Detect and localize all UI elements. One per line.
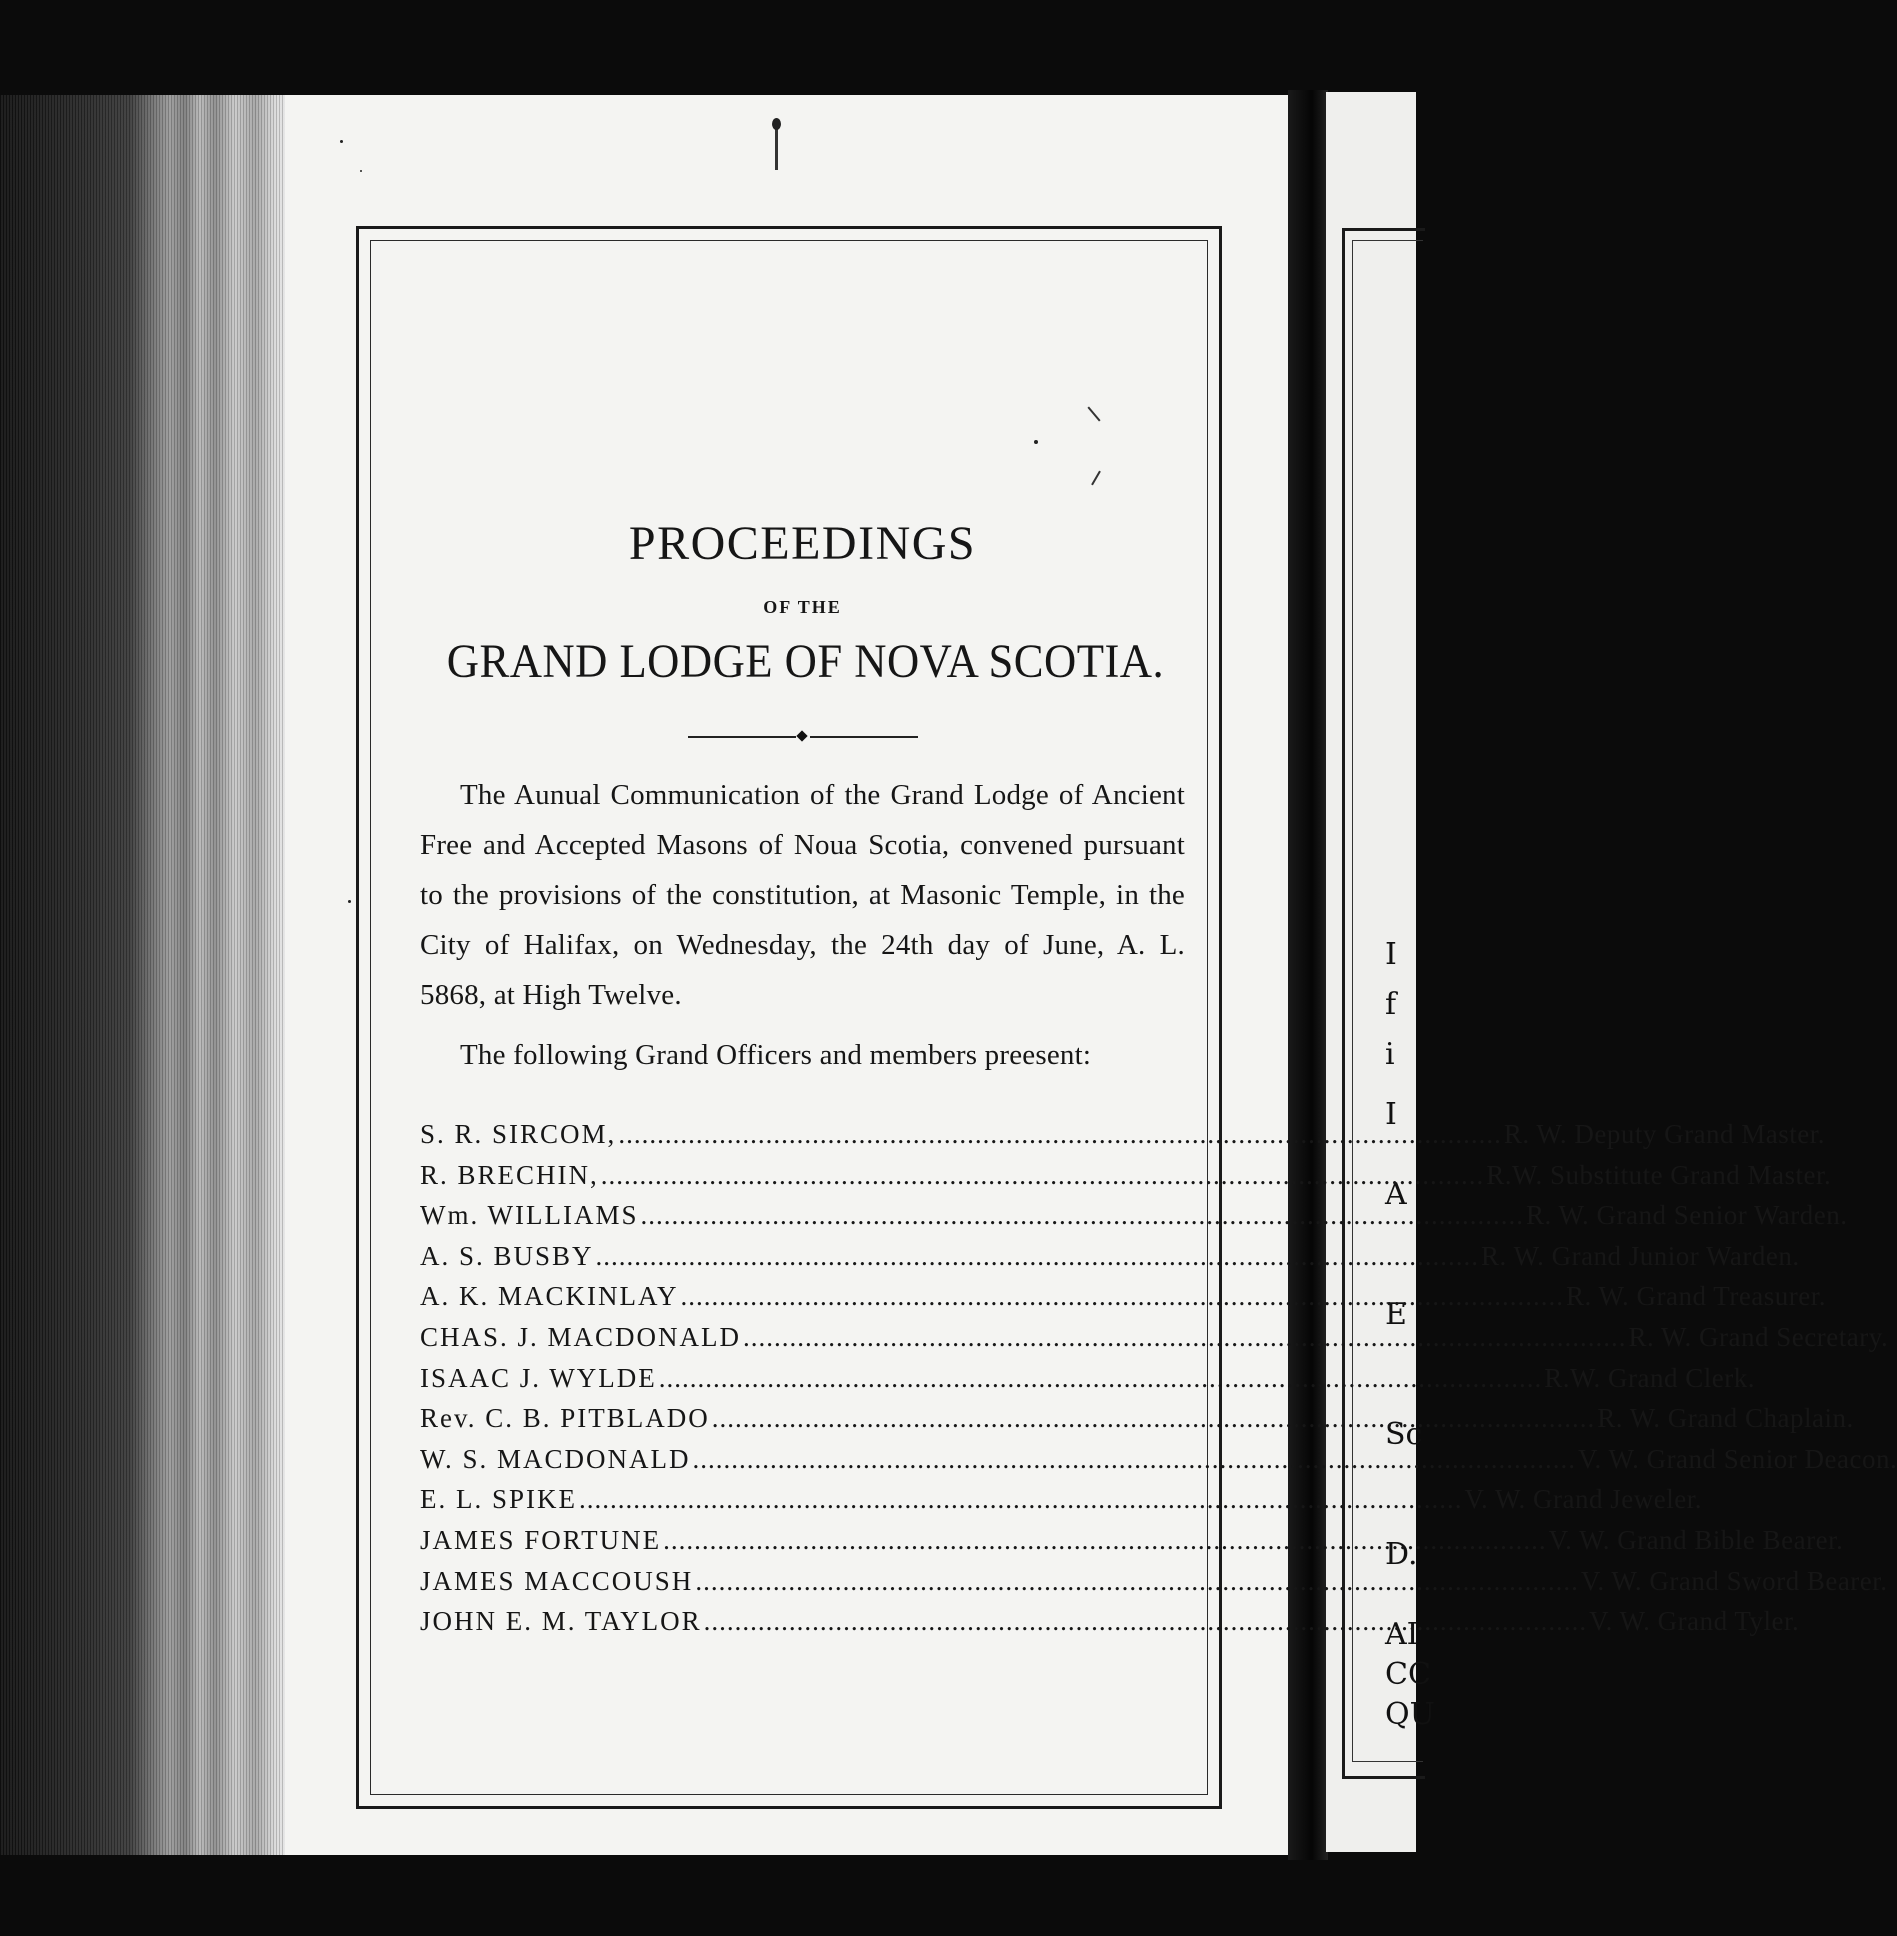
- scan-speck: [360, 170, 362, 172]
- title-ornament: [688, 730, 918, 744]
- officer-name: E. L. SPIKE: [420, 1484, 577, 1515]
- officer-row: [420, 1114, 1826, 1155]
- leader-dots: [743, 1317, 1627, 1358]
- officer-name: Wm. WILLIAMS: [420, 1200, 639, 1231]
- officer-row: [420, 1317, 1889, 1358]
- officer-rank: V. W. Grand Senior Deacon.: [1578, 1443, 1897, 1474]
- leader-dots: [596, 1236, 1480, 1277]
- officer-rank: R. W. Grand Senior Warden.: [1525, 1200, 1848, 1231]
- title-connector: OF THE: [763, 597, 842, 617]
- officer-name: ISAAC J. WYLDE: [420, 1362, 657, 1393]
- page-title: PROCEEDINGS: [628, 517, 977, 570]
- officer-row: [420, 1236, 1800, 1277]
- officer-name: A. S. BUSBY: [420, 1240, 594, 1271]
- page-edges: [0, 95, 300, 1855]
- officer-rank: R.W. Substitute Grand Master.: [1486, 1159, 1832, 1190]
- officer-row: [420, 1479, 1702, 1520]
- facing-page-fragment: I: [1385, 1097, 1397, 1132]
- officer-row: [420, 1358, 1755, 1399]
- officer-name: W. S. MACDONALD: [420, 1443, 691, 1474]
- leader-dots: [663, 1520, 1547, 1561]
- officer-name: JOHN E. M. TAYLOR: [420, 1606, 702, 1637]
- scan-speck: [348, 900, 351, 903]
- scan-speck: [1034, 440, 1038, 444]
- leader-dots: [618, 1114, 1502, 1155]
- scan-speck: [340, 140, 343, 143]
- ornament-diamond: [796, 730, 807, 741]
- officer-row: [420, 1195, 1848, 1236]
- officer-rank: R. W. Grand Chaplain.: [1597, 1403, 1854, 1434]
- facing-page-fragment: I: [1385, 937, 1397, 972]
- facing-page-fragment: D.: [1385, 1537, 1418, 1572]
- officer-row: [420, 1520, 1844, 1561]
- leader-dots: [640, 1195, 1524, 1236]
- page-content: [420, 517, 1897, 1642]
- officer-rank: V. W. Grand Jeweler.: [1464, 1484, 1702, 1515]
- scan-speck: [772, 118, 781, 130]
- facing-page-fragment: CC: [1385, 1657, 1431, 1692]
- page-subtitle: GRAND LODGE OF NOVA SCOTIA.: [446, 635, 1165, 688]
- facing-page-fragment: f: [1385, 987, 1397, 1022]
- leader-dots: [659, 1358, 1543, 1399]
- facing-page-fragment: Sc: [1385, 1417, 1423, 1452]
- opening-paragraph: The Aunual Communication of the Grand Lodge of Ancient Free and Accepted Masons of Noua Scotia, convened pursuant to the provisions of the constitution, at Masonic Temple, in the City of Halifax, on Wednesday, the 24th day of June, A. L. 5868, at High Twelve.: [420, 779, 1185, 1011]
- leader-dots: [704, 1601, 1588, 1642]
- officer-name: JAMES MACCOUSH: [420, 1565, 694, 1596]
- officer-name: CHAS. J. MACDONALD: [420, 1321, 742, 1352]
- officer-row: [420, 1276, 1827, 1317]
- leader-dots: [693, 1439, 1577, 1480]
- officer-name: Rev. C. B. PITBLADO: [420, 1403, 710, 1434]
- officer-name: R. BRECHIN,: [420, 1159, 599, 1190]
- officer-rank: R. W. Deputy Grand Master.: [1503, 1119, 1826, 1149]
- officer-rank: R. W. Grand Junior Warden.: [1481, 1240, 1800, 1271]
- leader-dots: [712, 1398, 1596, 1439]
- officer-name: S. R. SIRCOM,: [420, 1119, 617, 1149]
- facing-page-fragment: A: [1385, 1177, 1407, 1212]
- facing-page-fragment: i: [1385, 1037, 1395, 1072]
- officer-row: [420, 1155, 1832, 1196]
- officer-rank: V. W. Grand Tyler.: [1589, 1606, 1800, 1637]
- officer-row: [420, 1561, 1888, 1602]
- leader-dots: [681, 1276, 1565, 1317]
- officer-rank: R.W. Grand Clerk.: [1544, 1362, 1755, 1393]
- facing-page-fragment: QU: [1385, 1697, 1435, 1732]
- officer-rank: V. W. Grand Bible Bearer.: [1548, 1524, 1844, 1555]
- attendance-paragraph: The following Grand Officers and members preesent:: [460, 1039, 1092, 1071]
- leader-dots: [601, 1155, 1485, 1196]
- facing-page-fragment: AI: [1385, 1617, 1419, 1652]
- officer-rank: R. W. Grand Secretary.: [1628, 1321, 1889, 1352]
- leader-dots: [579, 1479, 1463, 1520]
- leader-dots: [695, 1561, 1579, 1602]
- officer-name: A. K. MACKINLAY: [420, 1281, 679, 1312]
- facing-page-fragment: E: [1385, 1297, 1407, 1332]
- ornament-rule: [688, 736, 796, 738]
- officer-rank: V. W. Grand Sword Bearer.: [1580, 1565, 1888, 1596]
- ornament-rule: [810, 736, 918, 738]
- officer-rank: R. W. Grand Treasurer.: [1566, 1281, 1827, 1312]
- officer-name: JAMES FORTUNE: [420, 1524, 662, 1555]
- officer-row: [420, 1439, 1897, 1480]
